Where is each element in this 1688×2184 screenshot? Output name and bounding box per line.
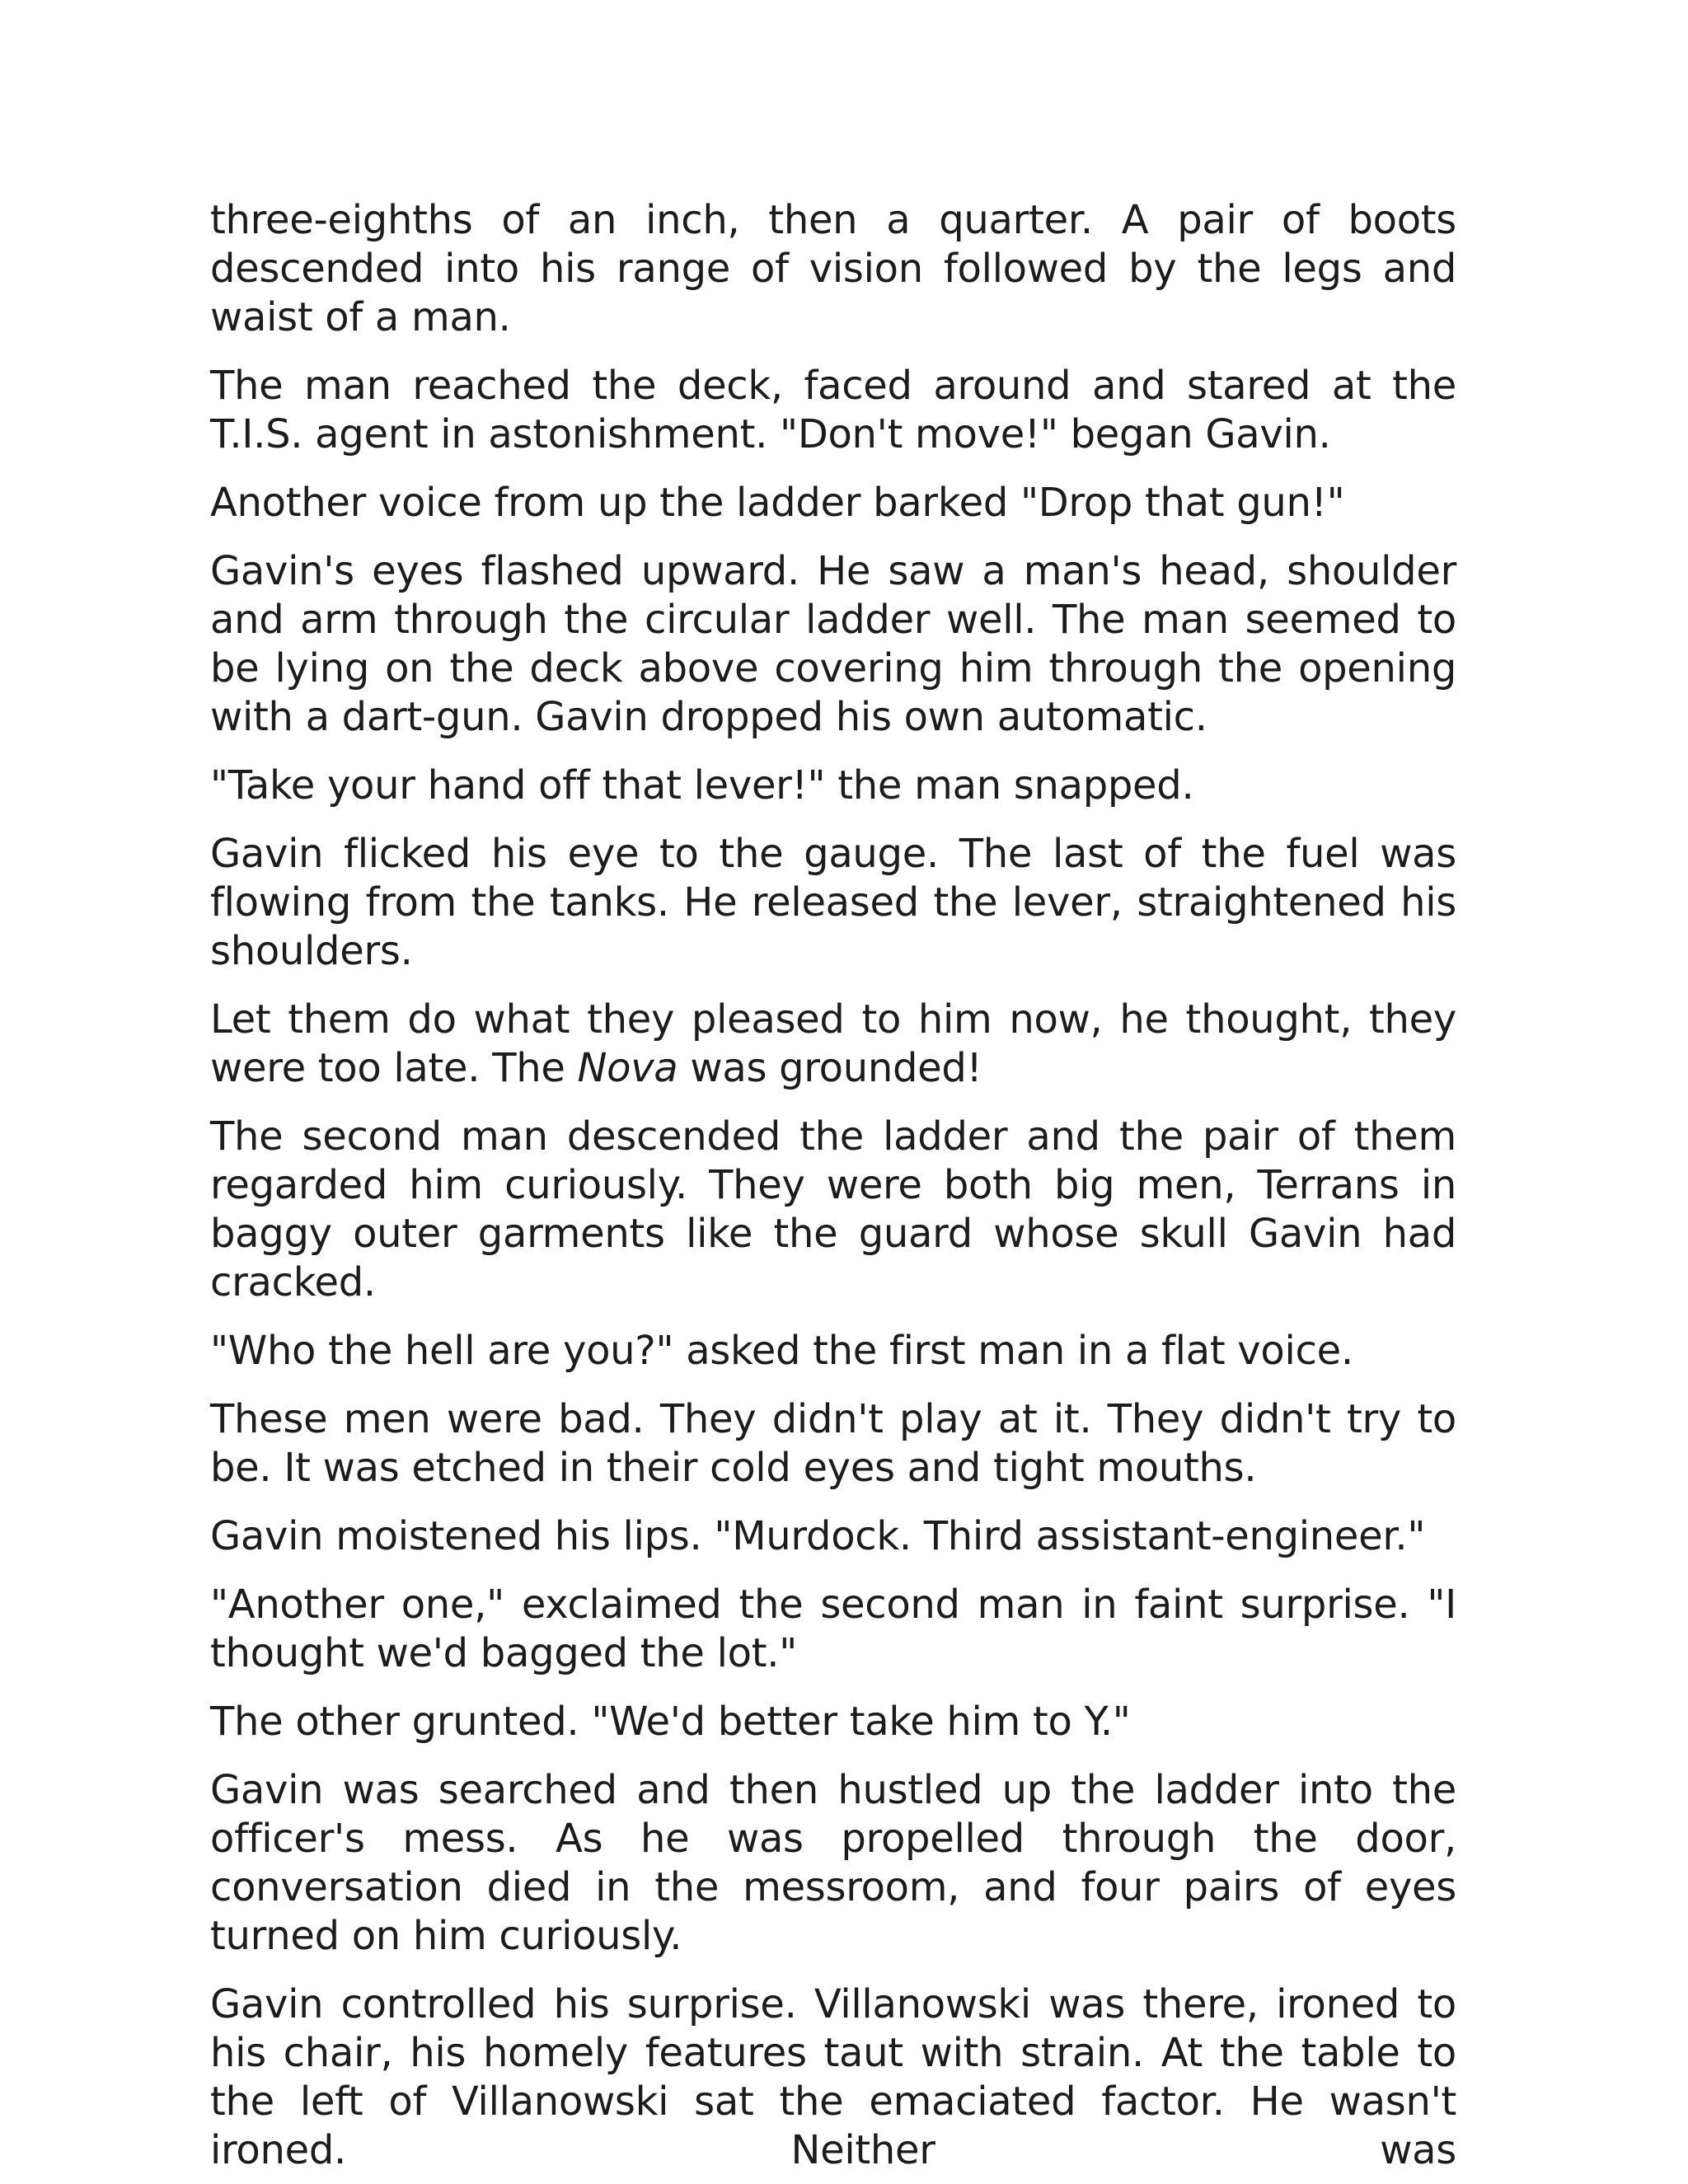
paragraph-text: was grounded! <box>678 1045 982 1091</box>
paragraph: "Another one," exclaimed the second man in faint surprise. "I thought we'd bagged the lot." <box>210 1582 1456 1676</box>
paragraph: Gavin moistened his lips. "Murdock. Third assistant-engineer." <box>210 1513 1426 1559</box>
paragraph: Gavin was searched and then hustled up the ladder into the officer's mess. As he was propelled through the door, conversation died in the messroom, and four pairs of eyes turned on him curiously. <box>210 1767 1456 1959</box>
paragraph: The second man descended the ladder and the pair of them regarded him curiously. They were both big men, Terrans in baggy outer garments like the guard whose skull Gavin had cracked. <box>210 1113 1456 1305</box>
paragraph: "Who the hell are you?" asked the first man in a flat voice. <box>210 1328 1353 1374</box>
paragraph: Gavin controlled his surprise. Villanowski was there, ironed to his chair, his homely features taut with strain. At the table to the left of Villanowski sat the emaciated factor. He wasn't ironed. Neither was <box>210 1981 1456 2173</box>
paragraph: Gavin's eyes flashed upward. He saw a man's head, shoulder and arm through the circular ladder well. The man seemed to be lying on the deck above covering him through the opening with a dart-gun. Gavin dropped his own automatic. <box>210 548 1456 740</box>
paragraph: Another voice from up the ladder barked "Drop that gun!" <box>210 480 1345 526</box>
paragraph: These men were bad. They didn't play at it. They didn't try to be. It was etched in their cold eyes and tight mouths. <box>210 1396 1456 1491</box>
paragraph: The man reached the deck, faced around and stared at the T.I.S. agent in astonishment. "Don't move!" began Gavin. <box>210 363 1456 457</box>
ship-name: Nova <box>577 1045 678 1091</box>
page-body <box>210 196 1456 2175</box>
paragraph-text: Let them do what they pleased to him now, he thought, they were too late. The <box>210 996 1456 1091</box>
paragraph: "Take your hand off that lever!" the man snapped. <box>210 762 1194 808</box>
paragraph: Gavin flicked his eye to the gauge. The last of the fuel was flowing from the tanks. He released the lever, straightened his shoulders. <box>210 831 1456 974</box>
paragraph: The other grunted. "We'd better take him to Y." <box>210 1699 1131 1745</box>
paragraph: three-eighths of an inch, then a quarter. A pair of boots descended into his range of vision followed by the legs and waist of a man. <box>210 197 1456 340</box>
paragraph <box>210 996 1456 1093</box>
